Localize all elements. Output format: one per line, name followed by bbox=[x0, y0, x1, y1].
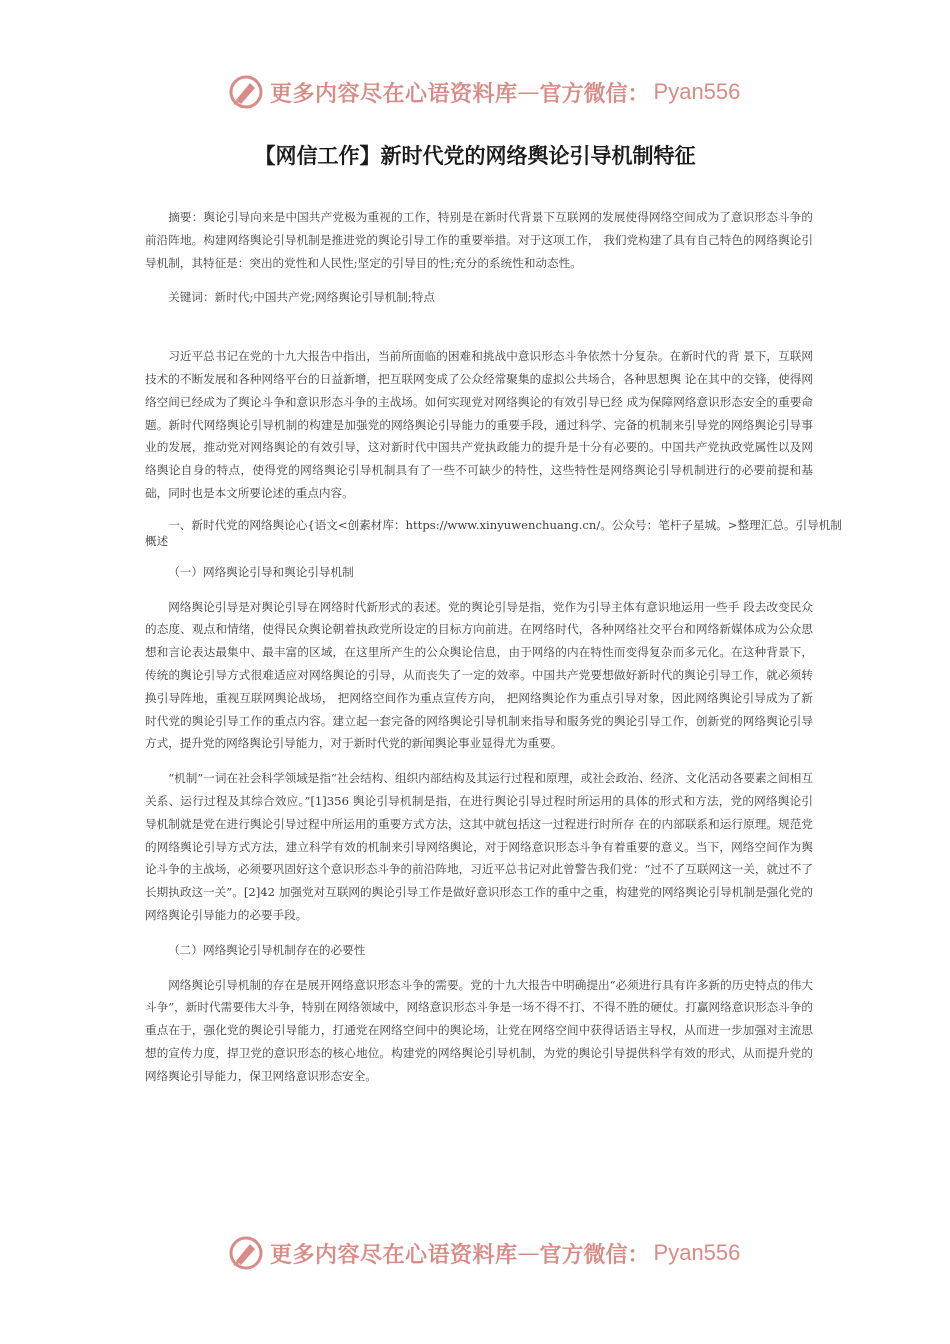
banner-separator: — bbox=[517, 1240, 540, 1266]
banner-wechat-id: Pyan556 bbox=[653, 1240, 741, 1265]
subsection-2-heading: （二）网络舆论引导机制存在的必要性 bbox=[168, 942, 366, 957]
subsection-1-heading: （一）网络舆论引导和舆论引导机制 bbox=[168, 564, 354, 579]
header-banner bbox=[228, 72, 740, 112]
banner-main-text: 更多内容尽在心语资料库 bbox=[270, 1241, 518, 1268]
article-body bbox=[145, 206, 842, 1088]
brand-logo-icon bbox=[228, 1235, 264, 1271]
banner-wechat-label: 官方微信： bbox=[539, 80, 650, 107]
banner-main-text: 更多内容尽在心语资料库 bbox=[270, 80, 518, 107]
abstract-paragraph: 摘要：舆论引导向来是中国共产党极为重视的工作，特别是在新时代背景下互联网的发展使得网络空间成为了意识形态斗争的前沿阵地。构建网络舆论引导机制是推进党的舆论引导工作的重要举措。对于这项工作， 我们党构建了具有自己特色的网络舆论引导机制，其特征是：突出的党性和人民性;坚定的引导目的性;充分的系统性和动态性。 bbox=[145, 210, 813, 270]
section-1-heading: 一、新时代党的网络舆论心{语文<创素材库：https://www.xinyuwenchuang.cn/。公众号：笔杆子星城。>整理汇总。引导机制概述 bbox=[145, 517, 842, 548]
banner-separator: — bbox=[517, 79, 540, 105]
footer-banner bbox=[228, 1233, 740, 1273]
keywords-paragraph: 关键词：新时代;中国共产党;网络舆论引导机制;特点 bbox=[168, 290, 435, 305]
banner-wechat-id: Pyan556 bbox=[653, 79, 741, 104]
intro-paragraph: 习近平总书记在党的十九大报告中指出，当前所面临的困难和挑战中意识形态斗争依然十分复杂。在新时代的背 景下，互联网技术的不断发展和各种网络平台的日益新增，把互联网变成了公众经常聚集的虚拟公共场合，各种思想舆 论在其中的交锋，使得网络空间已经成为了舆论斗争和意识形态斗争的主战场。如何实现党对网络舆论的有效引导已经 成为保障网络意识形态安全的重要命题。新时代网络舆论引导机制的构建是加强党的网络舆论引导能力的重要手段，通过科学、完备的机制来引导党的网络舆论引导事业的发展，推动党对网络舆论的有效引导，这对新时代中国共产党执政能力的提升是十分有必要的。中国共产党执政党属性以及网络舆论自身的特点，使得党的网络舆论引导机制具有了一些不可缺少的特性，这些特性是网络舆论引导机制进行的必要前提和基础，同时也是本文所要论述的重点内容。 bbox=[145, 349, 813, 500]
subsection-1-paragraph-2: “机制”一词在社会科学领域是指“社会结构、组织内部结构及其运行过程和原理，或社会政治、经济、文化活动各要素之间相互关系、运行过程及其综合效应。”[1]356 舆论引导机制是指，在进行舆论引导过程时所运用的具体的形式和方法，党的网络舆论引导机制就是党在进行舆论引导过程中所运用的重要方式方法，这其中就包括这一过程进行时所存 在的内部联系和运行原理。规范党的网络舆论引导方式方法，建立科学有效的机制来引导网络舆论，对于网络意识形态斗争有着重要的意义。当下，网络空间作为舆论斗争的主战场，必须要巩固好这个意识形态斗争的前沿阵地，习近平总书记对此曾警告我们党：“过不了互联网这一关，就过不了长期执政这一关”。[2]42 加强党对互联网的舆论引导工作是做好意识形态工作的重中之重，构建党的网络舆论引导机制是强化党的网络舆论引导能力的必要手段。 bbox=[145, 771, 813, 922]
banner-wechat-label: 官方微信： bbox=[539, 1241, 650, 1268]
subsection-2-paragraph-1: 网络舆论引导机制的存在是展开网络意识形态斗争的需要。党的十九大报告中明确提出“必须进行具有许多新的历史特点的伟大斗争”，新时代需要伟大斗争，特别在网络领域中，网络意识形态斗争是一场不得不打、不得不胜的硬仗。打赢网络意识形态斗争的重点在于，强化党的舆论引导能力，打通党在网络空间中的舆论场，让党在网络空间中获得话语主导权，从而进一步加强对主流思想的宣传力度，捍卫党的意识形态的核心地位。构建党的网络舆论引导机制，为党的舆论引导提供科学有效的形式，从而提升党的网络舆论引导能力，保卫网络意识形态安全。 bbox=[145, 977, 813, 1083]
brand-logo-icon bbox=[228, 74, 264, 110]
subsection-1-paragraph-1: 网络舆论引导是对舆论引导在网络时代新形式的表述。党的舆论引导是指，党作为引导主体有意识地运用一些手 段去改变民众的态度、观点和情绪，使得民众舆论朝着执政党所设定的目标方向前进。在网络时代，各种网络社交平台和网络新媒体成为公众思想和言论表达最集中、最丰富的区域，在这里所产生的公众舆论信息，由于网络的内在特性而变得复杂而多元化。在这种背景下， 传统的舆论引导方式很难适应对网络舆论的引导，从而丧失了一定的效率。中国共产党要想做好新时代的舆论引导工作，就必须转换引导阵地，重视互联网舆论战场， 把网络空间作为重点宣传方向， 把网络舆论作为重点引导对象，因此网络舆论引导成为了新时代党的舆论引导工作的重点内容。建立起一套完备的网络舆论引导机制来指导和服务党的舆论引导工作，创新党的网络舆论引导方式，提升党的网络舆论引导能力，对于新时代党的新闻舆论事业显得尤为重要。 bbox=[145, 599, 813, 751]
page-title: 【网信工作】新时代党的网络舆论引导机制特征 bbox=[254, 144, 696, 168]
